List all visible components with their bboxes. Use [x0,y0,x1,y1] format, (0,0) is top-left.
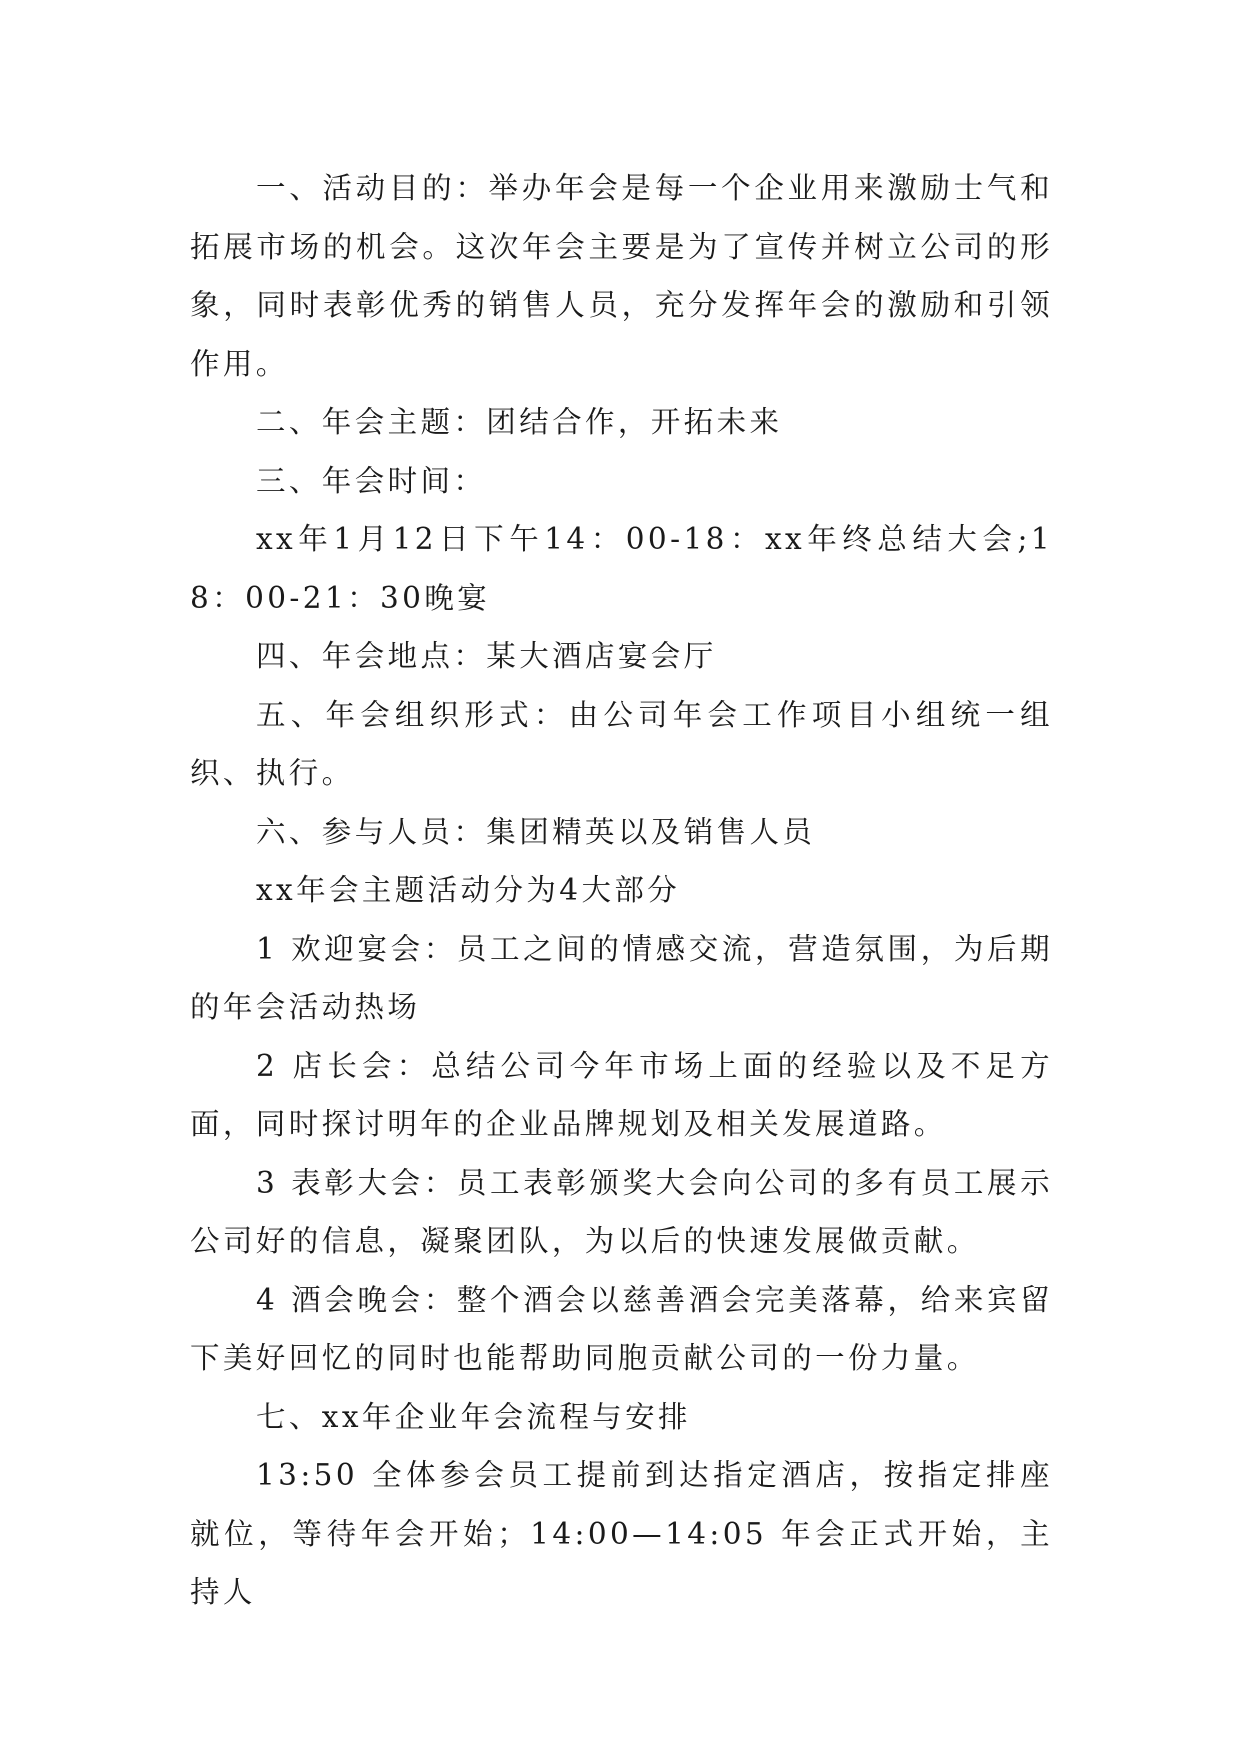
document-body [190,159,1053,1622]
paragraph-part-2: 2 店长会：总结公司今年市场上面的经验以及不足方面，同时探讨明年的企业品牌规划及相关发展道路。 [190,1048,1053,1141]
paragraph-schedule-heading: 七、xx年企业年会流程与安排 [256,1399,691,1434]
paragraph-part-3: 3 表彰大会：员工表彰颁奖大会向公司的多有员工展示公司好的信息，凝聚团队，为以后的快速发展做贡献。 [190,1165,1053,1258]
paragraph-part-1: 1 欢迎宴会：员工之间的情感交流，营造氛围，为后期的年会活动热场 [190,931,1053,1024]
paragraph-participants: 六、参与人员：集团精英以及销售人员 [256,814,816,849]
paragraph-purpose: 一、活动目的：举办年会是每一个企业用来激励士气和拓展市场的机会。这次年会主要是为了宣传并树立公司的形象，同时表彰优秀的销售人员，充分发挥年会的激励和引领作用。 [190,171,1053,381]
paragraph-time-heading: 三、年会时间： [256,463,487,498]
paragraph-organization: 五、年会组织形式：由公司年会工作项目小组统一组织、执行。 [190,697,1053,790]
paragraph-theme: 二、年会主题：团结合作，开拓未来 [256,405,783,439]
paragraph-time-detail: xx年1月12日下午14：00-18：xx年终总结大会;18：00-21：30晚宴 [190,522,1053,615]
paragraph-location: 四、年会地点：某大酒店宴会厅 [256,639,717,673]
paragraph-schedule-detail: 13:50 全体参会员工提前到达指定酒店，按指定排座就位，等待年会开始；14:00—14:05 年会正式开始，主持人 [190,1458,1053,1609]
paragraph-activity-parts: xx年会主题活动分为4大部分 [256,873,681,907]
paragraph-part-4: 4 酒会晚会：整个酒会以慈善酒会完美落幕，给来宾留下美好回忆的同时也能帮助同胞贡献公司的一份力量。 [190,1282,1053,1375]
